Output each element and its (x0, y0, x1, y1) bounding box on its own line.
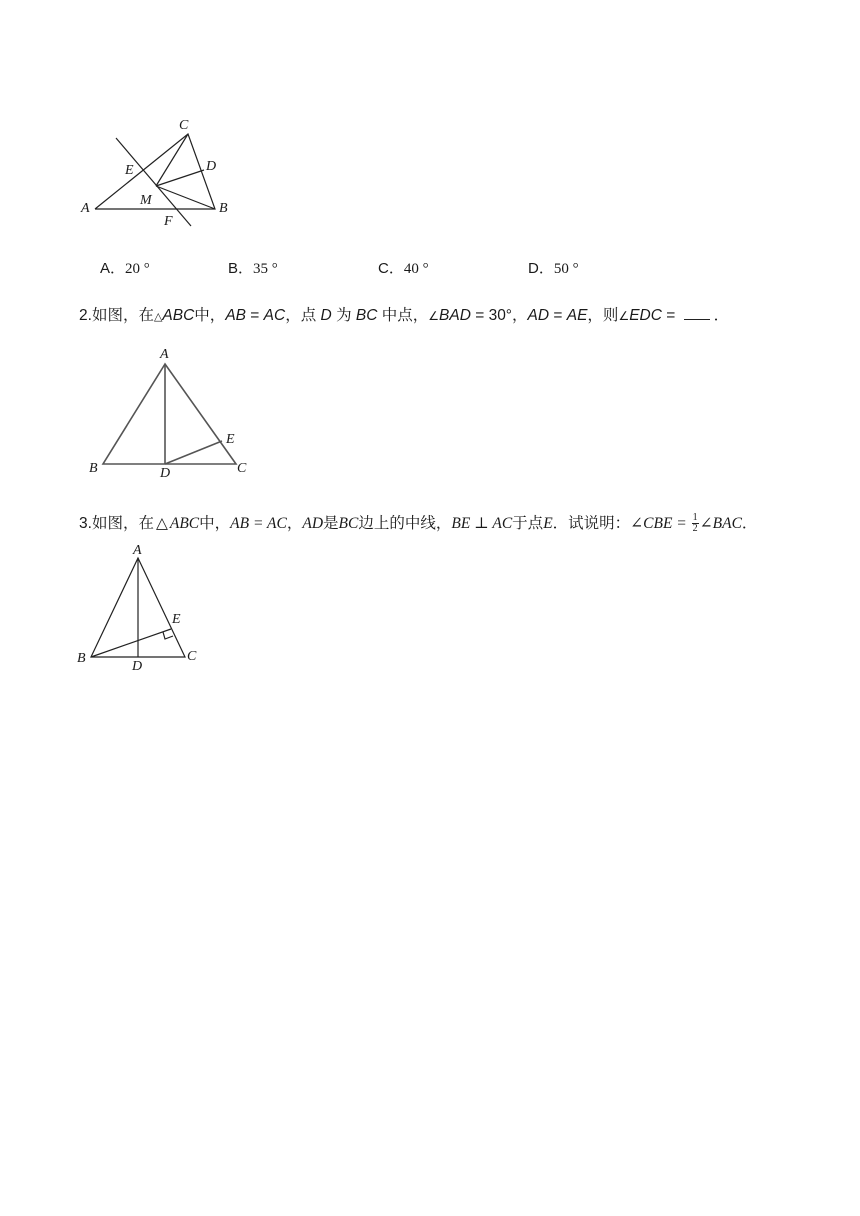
label-a: A (160, 347, 169, 362)
choice-letter: A． (100, 260, 126, 277)
answer-blank[interactable] (684, 319, 710, 320)
angle-symbol: ∠ (618, 309, 630, 323)
choice-value: 40 ° (403, 261, 429, 277)
q3-text: ， (286, 515, 303, 532)
line-ef (116, 138, 191, 226)
q2-text: ，则 (587, 307, 619, 324)
q3-text: 是 (323, 515, 339, 532)
q2-end: ． (713, 307, 730, 324)
choice-value: 20 ° (125, 261, 150, 277)
label-d: D (132, 659, 143, 674)
choice-value: 35 ° (253, 261, 278, 277)
question-number: 3. (79, 515, 92, 532)
q2-text: ，点 (285, 307, 317, 324)
choice-d[interactable] (528, 257, 579, 278)
q3-e: E (543, 515, 553, 532)
label-e: E (226, 432, 235, 447)
choice-b[interactable] (228, 257, 278, 278)
q3-text: 于点 (512, 515, 544, 532)
q2-ad: AD (527, 307, 550, 324)
label-c: C (237, 461, 247, 476)
q2-eq: = (246, 307, 264, 324)
q2-abc: ABC (162, 307, 195, 324)
choice-letter: D． (528, 260, 554, 277)
figure-3 (74, 542, 214, 674)
q2-text: 中， (194, 307, 226, 324)
q2-eq: = (549, 307, 567, 324)
q3-end: ． (741, 515, 758, 532)
q3-text: 中， (199, 515, 231, 532)
q2-ac: AC (263, 307, 286, 324)
label-d: D (206, 159, 217, 174)
q3-ab-eq-ac: AB = AC (230, 515, 287, 532)
choice-letter: B． (228, 260, 254, 277)
label-m: M (140, 193, 152, 208)
q2-val: = 30°， (470, 307, 528, 324)
angle-symbol: ∠ (428, 309, 440, 323)
segment-cm (156, 134, 188, 186)
fraction-denominator: 2 (692, 523, 698, 535)
question-3-text (79, 511, 757, 534)
q2-text: 中点， (381, 307, 429, 324)
q3-ad: AD (302, 515, 324, 532)
triangle-symbol: △ (155, 515, 168, 532)
q3-angle-bac: ∠BAC (699, 515, 742, 532)
q3-text: ．试说明： (552, 515, 631, 532)
q3-be-perp-ac: BE ⊥ AC (451, 515, 513, 532)
q2-ae: AE (566, 307, 588, 324)
segment-de (165, 441, 222, 464)
q2-eq: = (661, 307, 680, 324)
figure-1 (78, 112, 248, 232)
label-e: E (172, 612, 181, 627)
figure-2 (86, 344, 256, 478)
label-b: B (219, 201, 228, 216)
figure-3-svg (74, 542, 214, 674)
fraction-numerator: 1 (692, 512, 698, 524)
label-c: C (187, 649, 197, 664)
triangle-symbol: △ (153, 311, 163, 323)
q2-d: D (320, 307, 332, 324)
choice-a[interactable] (100, 257, 150, 278)
q2-bad: BAD (439, 307, 471, 324)
segment-be (91, 629, 171, 657)
q2-bc: BC (355, 307, 378, 324)
q3-angle-cbe: ∠CBE = (630, 515, 691, 532)
label-b: B (77, 651, 86, 666)
segment-mb (156, 186, 215, 209)
choice-c[interactable] (378, 257, 429, 278)
question-number: 2. (79, 307, 92, 324)
figure-2-svg (86, 344, 256, 478)
q2-text: 如图，在 (91, 307, 154, 324)
figure-1-svg (78, 112, 248, 232)
q2-ab: AB (225, 307, 246, 324)
label-b: B (89, 461, 98, 476)
q3-abc: ABC (169, 515, 200, 532)
choice-letter: C． (378, 260, 404, 277)
triangle-abc (95, 134, 215, 209)
question-2-text (79, 303, 729, 325)
label-c: C (179, 118, 189, 133)
label-e: E (125, 163, 134, 178)
segment-md (156, 170, 204, 186)
fraction-one-half (692, 513, 699, 534)
q2-edc: EDC (629, 307, 662, 324)
label-d: D (160, 466, 171, 478)
label-a: A (133, 543, 142, 558)
label-a: A (81, 201, 90, 216)
label-f: F (164, 214, 173, 229)
q3-text: 边上的中线， (358, 515, 452, 532)
right-angle-mark (163, 632, 173, 639)
choice-value: 50 ° (553, 261, 579, 277)
q2-text: 为 (336, 307, 352, 324)
triangle-abc (103, 364, 236, 464)
q3-text: 如图，在 (91, 515, 154, 532)
q3-bc: BC (338, 515, 359, 532)
